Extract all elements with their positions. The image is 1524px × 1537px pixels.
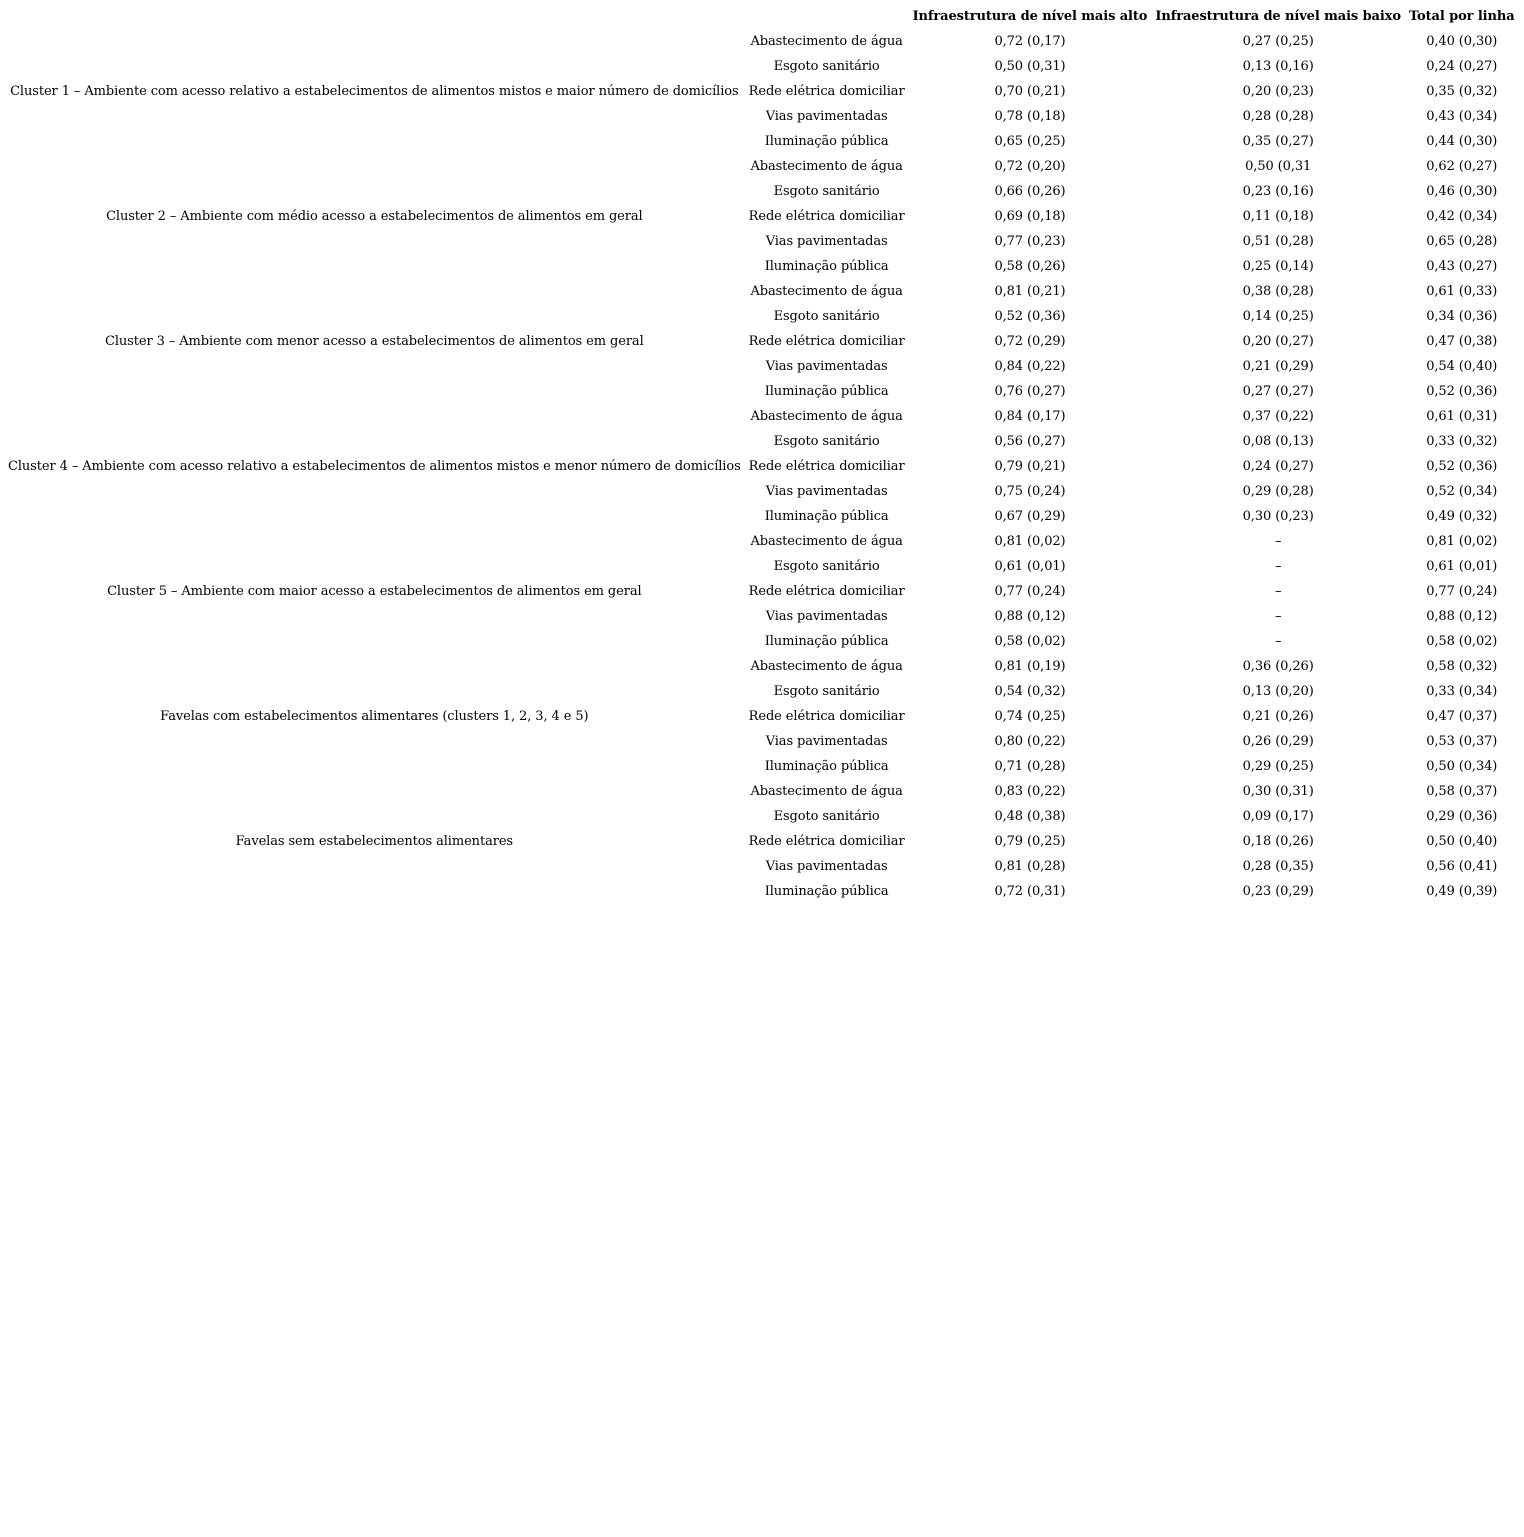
value-low-infrastructure: – <box>1274 634 1282 649</box>
value-low-infrastructure: 0,50 (0,31 <box>1245 159 1312 174</box>
value-row-total: 0,43 (0,27) <box>1426 259 1498 274</box>
value-high-infrastructure: 0,81 (0,02) <box>994 534 1066 549</box>
value-low-infrastructure: 0,30 (0,31) <box>1242 784 1314 799</box>
value-row-total: 0,81 (0,02) <box>1426 534 1498 549</box>
indicator-label: Esgoto sanitário <box>773 809 880 824</box>
group-label: Cluster 1 – Ambiente com acesso relativo a estabelecimentos de alimentos mistos e maior número de domicílios <box>10 84 739 99</box>
value-high-infrastructure: 0,81 (0,21) <box>994 284 1066 299</box>
value-high-infrastructure: 0,56 (0,27) <box>994 434 1066 449</box>
value-row-total: 0,47 (0,38) <box>1426 334 1498 349</box>
indicator-label: Iluminação pública <box>764 759 889 774</box>
value-low-infrastructure: 0,29 (0,28) <box>1242 484 1314 499</box>
indicator-label: Abastecimento de água <box>750 409 903 424</box>
value-high-infrastructure: 0,79 (0,21) <box>994 459 1066 474</box>
value-high-infrastructure: 0,75 (0,24) <box>994 484 1066 499</box>
header-high-infrastructure: Infraestrutura de nível mais alto <box>912 9 1148 24</box>
value-high-infrastructure: 0,88 (0,12) <box>994 609 1066 624</box>
indicator-label: Abastecimento de água <box>750 159 903 174</box>
value-high-infrastructure: 0,79 (0,25) <box>994 834 1066 849</box>
value-high-infrastructure: 0,76 (0,27) <box>994 384 1066 399</box>
value-high-infrastructure: 0,80 (0,22) <box>994 734 1066 749</box>
indicator-label: Vias pavimentadas <box>765 359 888 374</box>
indicator-label: Vias pavimentadas <box>765 859 888 874</box>
indicator-label: Iluminação pública <box>764 259 889 274</box>
value-low-infrastructure: 0,21 (0,26) <box>1242 709 1314 724</box>
value-row-total: 0,88 (0,12) <box>1426 609 1498 624</box>
value-high-infrastructure: 0,84 (0,17) <box>994 409 1066 424</box>
value-low-infrastructure: 0,20 (0,23) <box>1242 84 1314 99</box>
value-high-infrastructure: 0,70 (0,21) <box>994 84 1066 99</box>
table-row <box>4 779 1519 804</box>
value-high-infrastructure: 0,67 (0,29) <box>994 509 1066 524</box>
indicator-label: Iluminação pública <box>764 134 889 149</box>
value-low-infrastructure: 0,08 (0,13) <box>1242 434 1314 449</box>
value-row-total: 0,52 (0,36) <box>1426 384 1498 399</box>
group-label: Cluster 3 – Ambiente com menor acesso a estabelecimentos de alimentos em geral <box>105 334 644 349</box>
value-low-infrastructure: 0,13 (0,20) <box>1242 684 1314 699</box>
value-low-infrastructure: – <box>1274 609 1282 624</box>
table-container <box>4 4 1519 904</box>
value-row-total: 0,50 (0,34) <box>1426 759 1498 774</box>
value-low-infrastructure: 0,13 (0,16) <box>1242 59 1314 74</box>
indicator-label: Abastecimento de água <box>750 659 903 674</box>
value-row-total: 0,77 (0,24) <box>1426 584 1498 599</box>
header-row <box>4 4 1519 29</box>
value-low-infrastructure: 0,36 (0,26) <box>1242 659 1314 674</box>
value-row-total: 0,58 (0,02) <box>1426 634 1498 649</box>
value-row-total: 0,46 (0,30) <box>1426 184 1498 199</box>
value-high-infrastructure: 0,72 (0,29) <box>994 334 1066 349</box>
value-low-infrastructure: 0,29 (0,25) <box>1242 759 1314 774</box>
value-row-total: 0,33 (0,32) <box>1426 434 1498 449</box>
value-high-infrastructure: 0,71 (0,28) <box>994 759 1066 774</box>
value-high-infrastructure: 0,54 (0,32) <box>994 684 1066 699</box>
value-high-infrastructure: 0,77 (0,24) <box>994 584 1066 599</box>
table-row <box>4 529 1519 554</box>
value-row-total: 0,56 (0,41) <box>1426 859 1498 874</box>
value-high-infrastructure: 0,77 (0,23) <box>994 234 1066 249</box>
indicator-label: Vias pavimentadas <box>765 734 888 749</box>
value-row-total: 0,65 (0,28) <box>1426 234 1498 249</box>
value-low-infrastructure: 0,21 (0,29) <box>1242 359 1314 374</box>
indicator-label: Rede elétrica domiciliar <box>748 84 905 99</box>
value-row-total: 0,34 (0,36) <box>1426 309 1498 324</box>
value-low-infrastructure: 0,23 (0,16) <box>1242 184 1314 199</box>
value-row-total: 0,52 (0,36) <box>1426 459 1498 474</box>
value-high-infrastructure: 0,66 (0,26) <box>994 184 1066 199</box>
indicator-label: Esgoto sanitário <box>773 309 880 324</box>
indicator-label: Esgoto sanitário <box>773 59 880 74</box>
group-label: Cluster 2 – Ambiente com médio acesso a estabelecimentos de alimentos em geral <box>106 209 643 224</box>
group-label: Cluster 4 – Ambiente com acesso relativo a estabelecimentos de alimentos mistos e menor número de domicílios <box>8 459 741 474</box>
value-low-infrastructure: – <box>1274 534 1282 549</box>
indicator-label: Rede elétrica domiciliar <box>748 584 905 599</box>
indicator-label: Rede elétrica domiciliar <box>748 459 905 474</box>
value-high-infrastructure: 0,52 (0,36) <box>994 309 1066 324</box>
value-high-infrastructure: 0,81 (0,28) <box>994 859 1066 874</box>
value-row-total: 0,40 (0,30) <box>1426 34 1498 49</box>
value-low-infrastructure: 0,37 (0,22) <box>1242 409 1314 424</box>
indicator-label: Rede elétrica domiciliar <box>748 834 905 849</box>
value-low-infrastructure: 0,23 (0,29) <box>1242 884 1314 899</box>
value-low-infrastructure: 0,28 (0,35) <box>1242 859 1314 874</box>
value-row-total: 0,58 (0,37) <box>1426 784 1498 799</box>
indicator-label: Iluminação pública <box>764 884 889 899</box>
table-row <box>4 654 1519 679</box>
value-row-total: 0,44 (0,30) <box>1426 134 1498 149</box>
header-corner <box>4 4 745 29</box>
indicator-label: Vias pavimentadas <box>765 484 888 499</box>
infrastructure-table <box>4 4 1519 904</box>
indicator-label: Iluminação pública <box>764 634 889 649</box>
value-high-infrastructure: 0,65 (0,25) <box>994 134 1066 149</box>
indicator-label: Vias pavimentadas <box>765 109 888 124</box>
value-low-infrastructure: 0,28 (0,28) <box>1242 109 1314 124</box>
value-row-total: 0,49 (0,39) <box>1426 884 1498 899</box>
value-low-infrastructure: 0,26 (0,29) <box>1242 734 1314 749</box>
value-row-total: 0,35 (0,32) <box>1426 84 1498 99</box>
value-low-infrastructure: 0,24 (0,27) <box>1242 459 1314 474</box>
value-row-total: 0,50 (0,40) <box>1426 834 1498 849</box>
value-row-total: 0,61 (0,33) <box>1426 284 1498 299</box>
group-label: Cluster 5 – Ambiente com maior acesso a estabelecimentos de alimentos em geral <box>107 584 642 599</box>
value-row-total: 0,53 (0,37) <box>1426 734 1498 749</box>
table-row <box>4 279 1519 304</box>
value-low-infrastructure: 0,35 (0,27) <box>1242 134 1314 149</box>
value-high-infrastructure: 0,58 (0,02) <box>994 634 1066 649</box>
value-high-infrastructure: 0,78 (0,18) <box>994 109 1066 124</box>
value-low-infrastructure: 0,27 (0,25) <box>1242 34 1314 49</box>
header-indicator <box>745 4 909 29</box>
indicator-label: Esgoto sanitário <box>773 684 880 699</box>
value-high-infrastructure: 0,69 (0,18) <box>994 209 1066 224</box>
table-row <box>4 154 1519 179</box>
value-high-infrastructure: 0,58 (0,26) <box>994 259 1066 274</box>
value-low-infrastructure: 0,20 (0,27) <box>1242 334 1314 349</box>
value-high-infrastructure: 0,83 (0,22) <box>994 784 1066 799</box>
value-low-infrastructure: 0,30 (0,23) <box>1242 509 1314 524</box>
value-row-total: 0,24 (0,27) <box>1426 59 1498 74</box>
value-high-infrastructure: 0,72 (0,20) <box>994 159 1066 174</box>
value-high-infrastructure: 0,74 (0,25) <box>994 709 1066 724</box>
table-row <box>4 404 1519 429</box>
indicator-label: Rede elétrica domiciliar <box>748 334 905 349</box>
value-high-infrastructure: 0,81 (0,19) <box>994 659 1066 674</box>
table-row <box>4 29 1519 54</box>
indicator-label: Rede elétrica domiciliar <box>748 209 905 224</box>
value-row-total: 0,58 (0,32) <box>1426 659 1498 674</box>
indicator-label: Esgoto sanitário <box>773 434 880 449</box>
indicator-label: Iluminação pública <box>764 509 889 524</box>
header-low-infrastructure: Infraestrutura de nível mais baixo <box>1155 9 1401 24</box>
value-low-infrastructure: – <box>1274 584 1282 599</box>
value-low-infrastructure: 0,25 (0,14) <box>1242 259 1314 274</box>
indicator-label: Rede elétrica domiciliar <box>748 709 905 724</box>
value-low-infrastructure: 0,11 (0,18) <box>1242 209 1314 224</box>
value-row-total: 0,29 (0,36) <box>1426 809 1498 824</box>
value-high-infrastructure: 0,50 (0,31) <box>994 59 1066 74</box>
table-header <box>4 4 1519 29</box>
value-row-total: 0,61 (0,01) <box>1426 559 1498 574</box>
indicator-label: Vias pavimentadas <box>765 609 888 624</box>
value-row-total: 0,62 (0,27) <box>1426 159 1498 174</box>
value-row-total: 0,49 (0,32) <box>1426 509 1498 524</box>
value-low-infrastructure: 0,51 (0,28) <box>1242 234 1314 249</box>
value-row-total: 0,54 (0,40) <box>1426 359 1498 374</box>
value-high-infrastructure: 0,84 (0,22) <box>994 359 1066 374</box>
value-row-total: 0,47 (0,37) <box>1426 709 1498 724</box>
indicator-label: Esgoto sanitário <box>773 184 880 199</box>
value-low-infrastructure: 0,14 (0,25) <box>1242 309 1314 324</box>
indicator-label: Abastecimento de água <box>750 784 903 799</box>
group-label: Favelas sem estabelecimentos alimentares <box>235 834 514 849</box>
value-low-infrastructure: 0,09 (0,17) <box>1242 809 1314 824</box>
value-low-infrastructure: 0,18 (0,26) <box>1242 834 1314 849</box>
indicator-label: Abastecimento de água <box>750 34 903 49</box>
value-high-infrastructure: 0,48 (0,38) <box>994 809 1066 824</box>
indicator-label: Abastecimento de água <box>750 534 903 549</box>
table-body <box>4 29 1519 904</box>
value-high-infrastructure: 0,72 (0,17) <box>994 34 1066 49</box>
value-row-total: 0,43 (0,34) <box>1426 109 1498 124</box>
value-low-infrastructure: 0,27 (0,27) <box>1242 384 1314 399</box>
indicator-label: Iluminação pública <box>764 384 889 399</box>
value-row-total: 0,61 (0,31) <box>1426 409 1498 424</box>
value-high-infrastructure: 0,72 (0,31) <box>994 884 1066 899</box>
value-row-total: 0,52 (0,34) <box>1426 484 1498 499</box>
value-low-infrastructure: 0,38 (0,28) <box>1242 284 1314 299</box>
indicator-label: Abastecimento de água <box>750 284 903 299</box>
indicator-label: Esgoto sanitário <box>773 559 880 574</box>
indicator-label: Vias pavimentadas <box>765 234 888 249</box>
group-label: Favelas com estabelecimentos alimentares (clusters 1, 2, 3, 4 e 5) <box>160 709 589 724</box>
value-row-total: 0,42 (0,34) <box>1426 209 1498 224</box>
value-high-infrastructure: 0,61 (0,01) <box>994 559 1066 574</box>
value-row-total: 0,33 (0,34) <box>1426 684 1498 699</box>
value-low-infrastructure: – <box>1274 559 1282 574</box>
header-row-total: Total por linha <box>1408 9 1515 24</box>
